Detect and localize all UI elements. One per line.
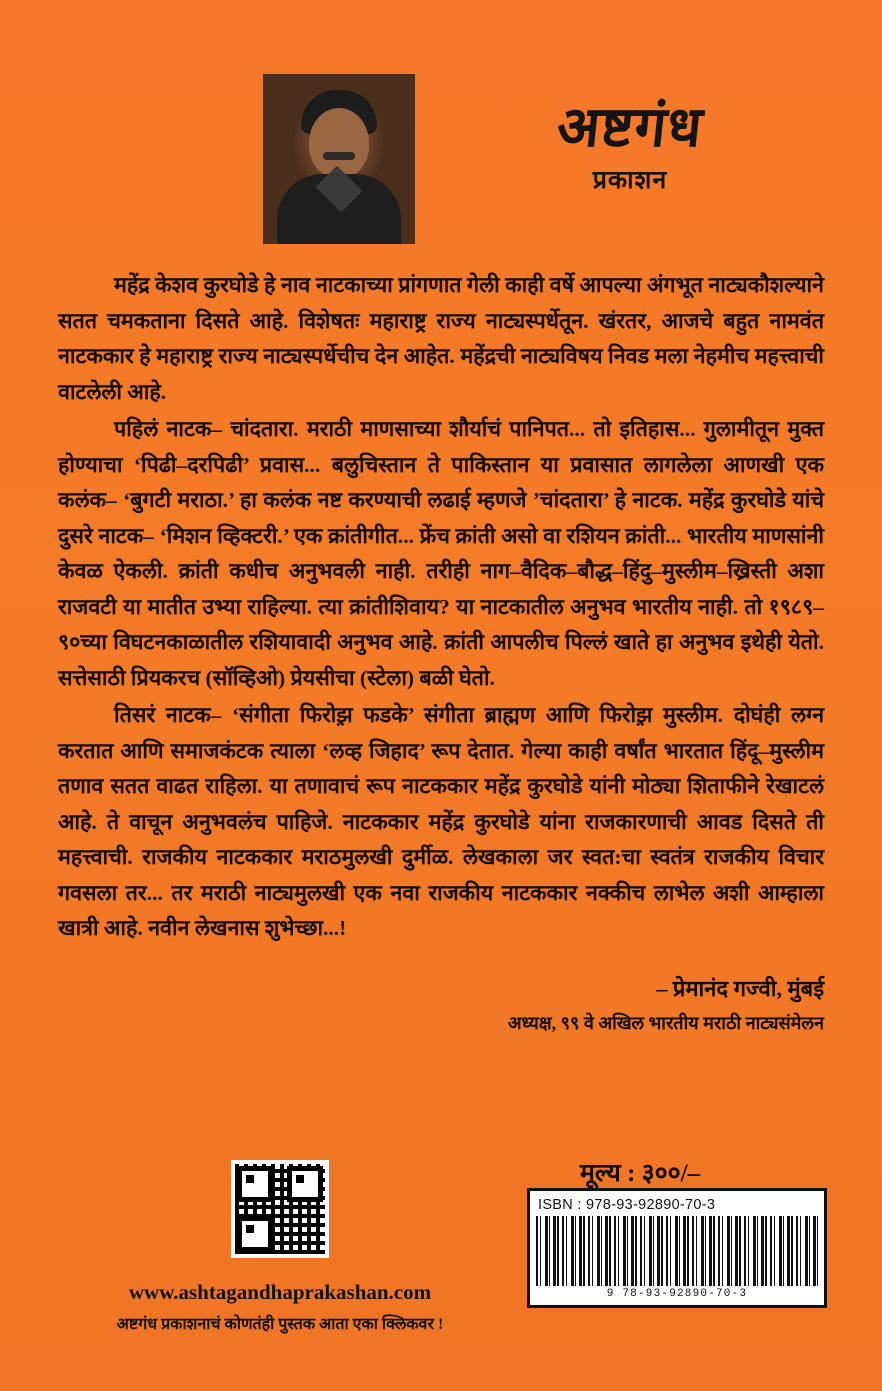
blurb-paragraph-2: पहिलं नाटक– चांदतारा. मराठी माणसाच्या शौर्याचं पानिपत... तो इतिहास... गुलामीतून मुक्त होण्याचा ‘पिढी–दरपिढी’ प्रवास... बलुचिस्तान ते पाकिस्तान या प्रवासात लागलेला आणखी एक कलंक– ‘बुगटी मराठा.’ हा कलंक नष्ट करण्याची लढाई म्हणजे ’चांदतारा’ हे नाटक. महेंद्र कुरघोडे यांचे दुसरे नाटक– ‘मिशन व्हिक्टरी.’ एक क्रांतीगीत... फ्रेंच क्रांती असो वा रशियन क्रांती... भारतीय माणसांनी केवळ ऐकली. क्रांती कधीच अनुभवली नाही. तरीही नाग–वैदिक–बौद्ध–हिंदु–मुस्लीम–ख्रिस्ती अशा राजवटी या मातीत उभ्या राहिल्या. त्या क्रांतीशिवाय? या नाटकातील अनुभव भारतीय नाही. तो १९८९–९०च्या विघटनकाळातील रशियावादी अनुभव आहे. क्रांती आपलीच पिल्लं खाते हा अनुभव इथेही येतो. सत्तेसाठी प्रियकरच (सॉव्हिओ) प्रेयसीचा (स्टेला) बळी घेतो. bbox=[58, 417, 824, 690]
publisher-logo-subtitle: प्रकाशन bbox=[592, 167, 668, 194]
barcode-block bbox=[527, 1188, 827, 1308]
isbn-label: ISBN : 978-93-92890-70-3 bbox=[538, 1197, 716, 1213]
barcode-number: 9 78-93-92890-70-3 bbox=[606, 1288, 748, 1300]
author-photo bbox=[263, 74, 415, 244]
qr-eye-bottom-left bbox=[237, 1216, 273, 1252]
blurb-paragraph-1: महेंद्र केशव कुरघोडे हे नाव नाटकाच्या प्रांगणात गेली काही वर्षे आपल्या अंगभूत नाट्यकौशल्याने सतत चमकताना दिसते आहे. विशेषतः महाराष्ट्र राज्य नाट्यस्पर्धेतून. खंरतर, आजचे बहुत नामवंत नाटककार हे महाराष्ट्र राज्य नाट्यस्पर्धेचीच देन आहेत. महेंद्रची नाट्यविषय निवड मला नेहमीच महत्त्वाची वाटलेली आहे. bbox=[58, 273, 824, 404]
qr-code-pattern bbox=[235, 1164, 325, 1254]
cover-header bbox=[0, 0, 882, 260]
blurb-text bbox=[58, 268, 824, 1035]
photo-mustache bbox=[323, 152, 355, 160]
website-url[interactable]: www.ashtagandhaprakashan.com bbox=[128, 1280, 432, 1304]
blurb-signature-subtitle: अध्यक्ष, ९९ वे अखिल भारतीय मराठी नाट्यसंमेलन bbox=[507, 1012, 824, 1033]
author-photo-image bbox=[263, 74, 415, 244]
blurb-signature: – प्रेमानंद गज्वी, मुंबई bbox=[656, 975, 824, 1001]
publisher-logo bbox=[490, 97, 770, 196]
barcode-icon bbox=[536, 1216, 818, 1286]
publisher-logo-script: अष्टगंध bbox=[554, 97, 706, 159]
qr-eye-top-left bbox=[237, 1166, 273, 1202]
qr-eye-top-right bbox=[287, 1166, 323, 1202]
price-label: मूल्य : ३००/– bbox=[579, 1160, 701, 1187]
blurb-paragraph-3: तिसरं नाटक– ‘संगीता फिरोझ़ फडके’ संगीता ब्राह्मण आणि फिरोझ़ मुस्लीम. दोघंही लग्न करतात आणि समाजकंटक त्याला ‘लव्ह जिहाद’ रूप देतात. गेल्या काही वर्षांत भारतात हिंदू–मुस्लीम तणाव सतत वाढत राहिला. या तणावाचं रूप नाटककार महेंद्र कुरघोडे यांनी मोठ्या शिताफीने रेखाटलं आहे. ते वाचून अनुभवलंच पाहिजे. नाटककार महेंद्र कुरघोडे यांना राजकारणाची आवड दिसते ती महत्त्वाची. राजकीय नाटककार मराठमुलखी दुर्मीळ. लेखकाला जर स्वत:चा स्वतंत्र राजकीय विचार गवसला तर... तर मराठी नाट्यमुलखी एक नवा राजकीय नाटककार नक्कीच लाभेल अशी आम्हाला खात्री आहे. नवीन लेखनास शुभेच्छा...! bbox=[58, 703, 824, 940]
website-tagline: अष्टगंध प्रकाशनाचं कोणतंही पुस्तक आता एका क्लिकवर ! bbox=[116, 1316, 444, 1333]
qr-code-icon[interactable] bbox=[231, 1160, 329, 1258]
